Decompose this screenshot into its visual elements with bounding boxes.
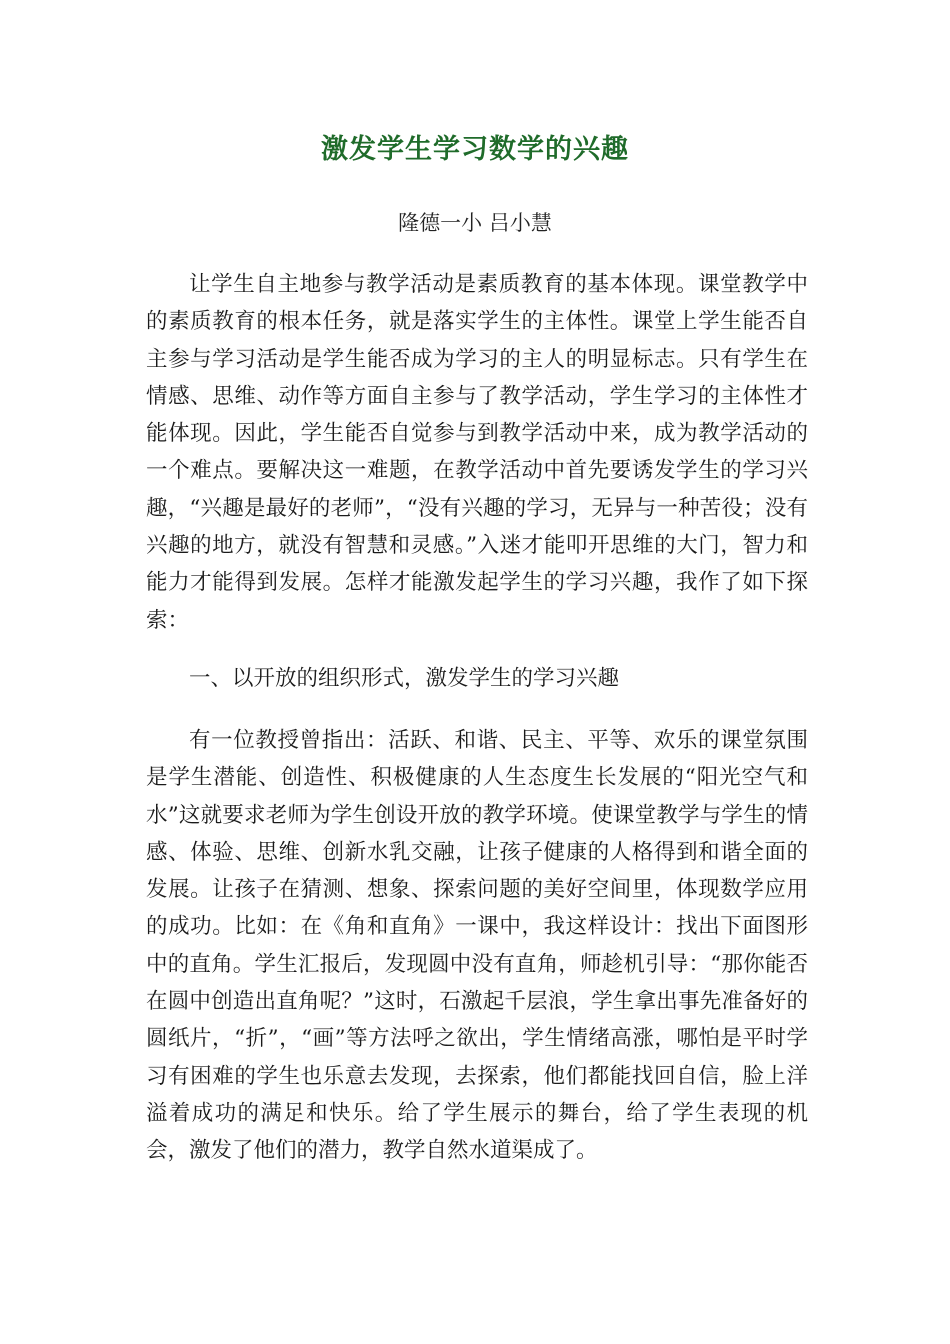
paragraph-section-one	[146, 722, 808, 1170]
document-author: 隆德一小 吕小慧	[398, 211, 552, 235]
section-heading-text: 一、以开放的组织形式，激发学生的学习兴趣	[189, 666, 620, 691]
paragraph-text: 让学生自主地参与教学活动是素质教育的基本体现。课堂教学中的素质教育的根本任务，就是落实学生的主体性。课堂上学生能否自主参与学习活动是学生能否成为学习的主人的明显标志。只有学生在情感、思维、动作等方面自主参与了教学活动，学生学习的主体性才能体现。因此，学生能否自觉参与到教学活动中来，成为教学活动的一个难点。要解决这一难题，在教学活动中首先要诱发学生的学习兴趣，“兴趣是最好的老师”，“没有兴趣的学习，无异与一种苦役；没有兴趣的地方，就没有智慧和灵感。”入迷才能叩开思维的大门，智力和能力才能得到发展。怎样才能激发起学生的学习兴趣，我作了如下探索：	[146, 272, 808, 633]
section-heading	[146, 660, 808, 697]
paragraph-text: 有一位教授曾指出：活跃、和谐、民主、平等、欢乐的课堂氛围是学生潜能、创造性、积极健康的人生态度生长发展的“阳光空气和水”这就要求老师为学生创设开放的教学环境。使课堂教学与学生的情感、体验、思维、创新水乳交融，让孩子健康的人格得到和谐全面的发展。让孩子在猜测、想象、探索问题的美好空间里，体现数学应用的成功。比如：在《角和直角》一课中，我这样设计：找出下面图形中的直角。学生汇报后，发现圆中没有直角，师趁机引导：“那你能否在圆中创造出直角呢？”这时，石激起千层浪，学生拿出事先准备好的圆纸片，“折”，“画”等方法呼之欲出，学生情绪高涨，哪怕是平时学习有困难的学生也乐意去发现，去探索，他们都能找回自信，脸上洋溢着成功的满足和快乐。给了学生展示的舞台，给了学生表现的机会，激发了他们的潜力，教学自然水道渠成了。	[146, 728, 808, 1164]
document-title: 激发学生学习数学的兴趣	[321, 134, 629, 165]
paragraph-intro	[146, 266, 808, 639]
